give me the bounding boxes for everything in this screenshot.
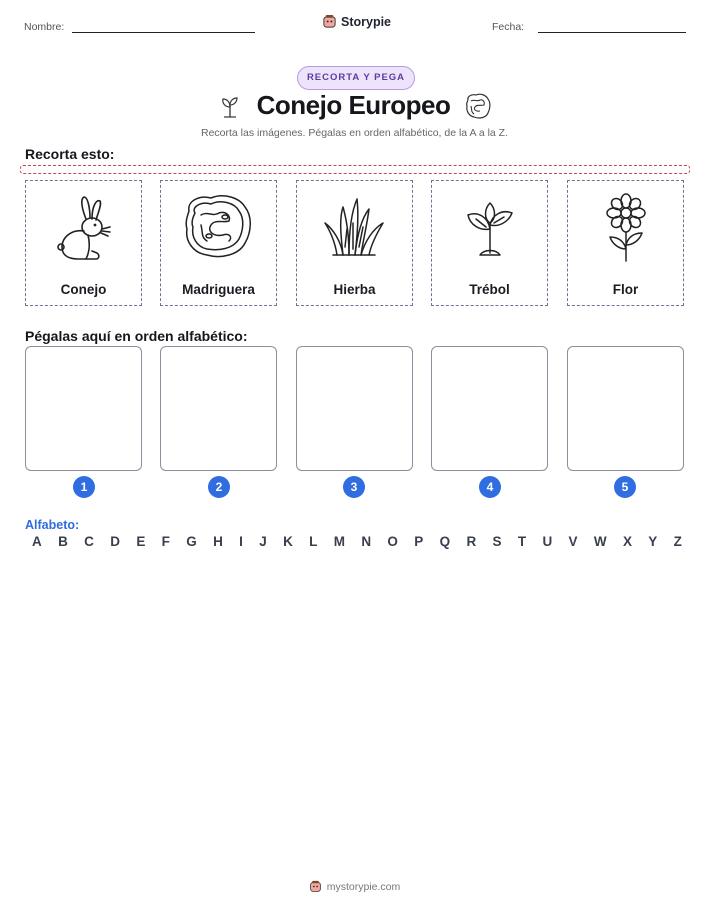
alphabet-letter: D — [110, 534, 120, 549]
cut-card-flor[interactable] — [567, 180, 684, 306]
alphabet-letter: X — [622, 534, 632, 549]
alphabet-letter: I — [239, 534, 243, 549]
card-label: Madriguera — [182, 282, 255, 297]
alphabet-letter: L — [309, 534, 318, 549]
storypie-mascot-icon — [309, 880, 322, 893]
alphabet-letter: Q — [439, 534, 451, 549]
paste-slot-3[interactable] — [296, 346, 413, 471]
brand-name: Storypie — [341, 14, 392, 29]
alphabet-letter: T — [517, 534, 527, 549]
card-label: Hierba — [333, 282, 376, 297]
page-title: Conejo Europeo — [256, 90, 451, 120]
grass-icon — [315, 189, 395, 269]
alphabet-letter: O — [387, 534, 398, 549]
alphabet-letter: F — [161, 534, 170, 549]
alphabet-letter: A — [32, 534, 42, 549]
alphabet-letter: M — [333, 534, 345, 549]
paste-slot-4[interactable] — [431, 346, 548, 471]
alphabet-letter: K — [283, 534, 293, 549]
paste-slot-5[interactable] — [567, 346, 684, 471]
slot-number-4: 4 — [479, 476, 501, 498]
alphabet-letter: N — [361, 534, 372, 549]
alphabet-letter: C — [84, 534, 94, 549]
cut-card-conejo[interactable] — [25, 180, 142, 306]
alphabet-letter: V — [568, 534, 578, 549]
storypie-mascot-icon — [322, 14, 337, 29]
alphabet-letter: Y — [648, 534, 658, 549]
paste-slot-2[interactable] — [160, 346, 277, 471]
alphabet-letter: G — [186, 534, 197, 549]
burrow-icon — [464, 92, 492, 120]
burrow-icon — [179, 189, 259, 269]
paste-slot-1[interactable] — [25, 346, 142, 471]
name-line[interactable] — [72, 32, 255, 33]
title-row — [0, 90, 709, 121]
card-label: Trébol — [469, 282, 510, 297]
sprout-icon — [217, 93, 243, 119]
alphabet-letter: S — [492, 534, 502, 549]
alphabet-letter: U — [542, 534, 553, 549]
name-label: Nombre: — [24, 21, 65, 33]
cut-card-hierba[interactable] — [296, 180, 413, 306]
date-line[interactable] — [538, 32, 686, 33]
instructions: Recorta las imágenes. Pégalas en orden alfabético, de la A a la Z. — [200, 127, 509, 139]
alphabet-letter: Z — [673, 534, 682, 549]
alphabet-letter: J — [259, 534, 267, 549]
clover-sprout-icon — [450, 189, 530, 269]
paste-section-label: Pégalas aquí en orden alfabético: — [25, 328, 248, 344]
alphabet-letter: B — [58, 534, 68, 549]
flower-icon — [586, 189, 666, 269]
slot-number-3: 3 — [343, 476, 365, 498]
alphabet-letter: E — [136, 534, 146, 549]
footer-url[interactable]: mystorypie.com — [326, 880, 401, 893]
slot-number-1: 1 — [73, 476, 95, 498]
cut-card-trebol[interactable] — [431, 180, 548, 306]
footer — [0, 880, 709, 893]
slot-number-5: 5 — [614, 476, 636, 498]
card-label: Conejo — [60, 282, 107, 297]
card-label: Flor — [612, 282, 639, 297]
alphabet-row — [32, 534, 682, 549]
cut-line — [20, 165, 690, 174]
activity-badge: RECORTA Y PEGA — [297, 66, 415, 90]
alphabet-letter: W — [593, 534, 607, 549]
alphabet-label: Alfabeto: — [25, 518, 80, 532]
alphabet-letter: P — [414, 534, 424, 549]
slot-number-2: 2 — [208, 476, 230, 498]
alphabet-letter: H — [213, 534, 223, 549]
storypie-logo — [322, 14, 391, 29]
cut-card-madriguera[interactable] — [160, 180, 277, 306]
date-label: Fecha: — [492, 21, 525, 33]
alphabet-letter: R — [466, 534, 477, 549]
rabbit-icon — [44, 189, 124, 269]
cut-section-label: Recorta esto: — [25, 146, 115, 162]
